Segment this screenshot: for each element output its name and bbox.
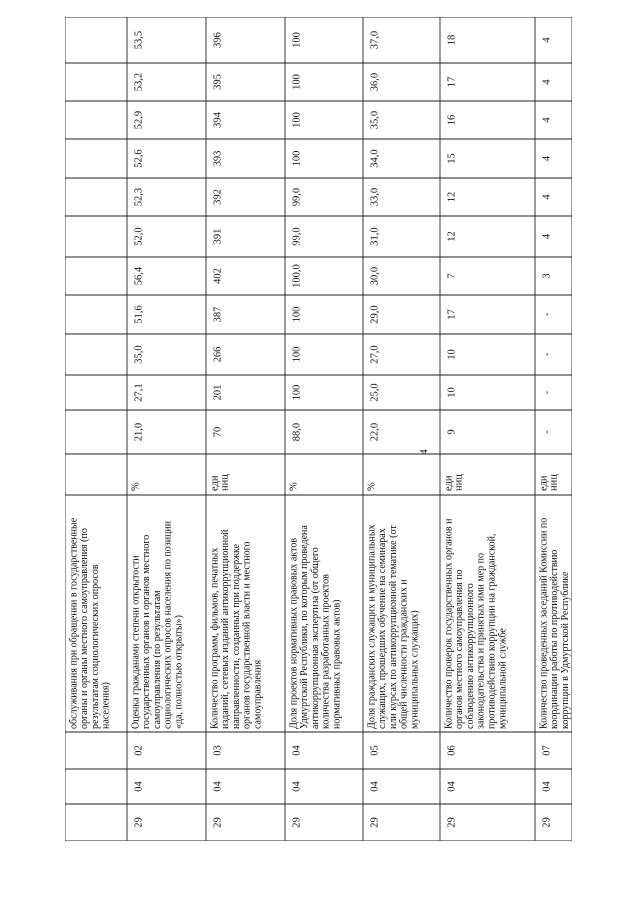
value-cell: 29,0: [369, 305, 381, 324]
indicator-description-line: законодательства и принятых ими мер по: [475, 552, 487, 729]
indicator-description-line: обслуживания при обращении в государственные: [68, 517, 80, 729]
indicators-table: [65, 17, 572, 841]
value-cell: 30,0: [369, 266, 381, 286]
value-cell: 35,0: [369, 110, 381, 130]
indicator-description-line: изданий, сетевых изданий антикоррупционной: [220, 529, 232, 729]
table-cell-c1: 29: [369, 817, 381, 828]
value-cell: 100: [291, 306, 303, 323]
table-cell-c1: 29: [541, 817, 553, 828]
value-cell: 27,1: [133, 383, 145, 402]
indicator-description-line: служащих, прошедших обучение на семинарах: [377, 528, 389, 729]
indicator-description-line: нормативных правовых актов): [331, 599, 343, 729]
value-cell: 35,0: [133, 345, 145, 364]
value-cell: 37,0: [369, 30, 381, 50]
value-cell: 10: [446, 349, 458, 360]
value-cell: 100: [291, 112, 303, 128]
value-cell: 4: [541, 155, 553, 162]
value-cell: 100: [291, 150, 303, 167]
indicator-description-line: Оценка гражданами степени открытости: [130, 555, 142, 729]
indicator-description-line: муниципальных служащих): [409, 610, 421, 729]
value-cell: 201: [212, 384, 224, 401]
indicator-description-line: самоуправления: [252, 659, 264, 729]
indicator-description-line: Удмуртской Республики, по которым проведена: [299, 525, 311, 729]
indicator-description-line: органов государственной власти и местного: [241, 541, 253, 729]
table-cell-c2: 04: [291, 781, 303, 792]
indicator-description-line: Количество проведенных заседаний Комиссии по: [538, 517, 550, 729]
value-cell: 10: [446, 387, 458, 398]
value-cell: 99,0: [291, 187, 303, 207]
value-cell: 52,9: [133, 110, 145, 130]
unit-cell: %: [130, 482, 142, 491]
value-cell: 392: [212, 189, 224, 205]
value-cell: 4: [541, 233, 553, 240]
value-cell: 100,0: [291, 264, 303, 288]
indicator-description-line: органов местного самоуправления по: [454, 569, 466, 729]
value-cell: 56,4: [133, 266, 145, 286]
value-cell: 402: [212, 268, 224, 284]
indicator-description-line: общей численности гражданских и: [398, 579, 410, 729]
value-cell: 394: [212, 112, 224, 128]
unit-cell: ниц: [219, 474, 231, 491]
indicator-description-line: координации работы по противодействию: [549, 549, 561, 729]
table-cell-c3: 05: [369, 745, 381, 756]
value-cell: 88,0: [291, 422, 303, 442]
indicator-description-line: Доля проектов нормативных правовых актов: [288, 537, 300, 729]
value-cell: 4: [541, 37, 553, 43]
value-cell: 7: [446, 273, 458, 279]
value-cell: 100: [291, 346, 303, 363]
value-cell: 16: [446, 114, 458, 126]
indicator-description-line: государственных органов и органов местного: [141, 534, 153, 729]
indicator-description-line: соблюдению антикоррупционного: [464, 583, 476, 729]
value-cell: 33,0: [369, 187, 381, 207]
indicator-description-line: противодействию коррупции на гражданской,: [486, 533, 498, 729]
value-cell: 25,0: [369, 383, 381, 402]
indicator-description-line: органы и органы местного самоуправления (по: [79, 528, 91, 729]
table-cell-c1: 29: [446, 817, 458, 828]
value-cell: 15: [446, 153, 458, 164]
value-cell: 51,6: [133, 305, 145, 324]
value-cell: -: [541, 430, 553, 434]
unit-cell: ниц: [453, 474, 465, 491]
value-cell: 266: [212, 346, 224, 363]
unit-cell: еди: [443, 475, 455, 491]
table-cell-c3: 06: [446, 745, 458, 756]
unit-cell: еди: [209, 475, 221, 491]
indicator-description-line: направленности, созданных при поддержке: [230, 543, 242, 729]
value-cell: 22,0: [369, 422, 381, 442]
table-cell-c3: 03: [212, 745, 224, 756]
value-cell: 4: [541, 117, 553, 123]
value-cell: 12: [446, 231, 458, 242]
value-cell: 52,3: [133, 187, 145, 207]
indicator-description-line: или курсах по антикоррупционной тематике (от: [387, 525, 399, 729]
table-cell-c2: 04: [133, 781, 145, 792]
table-cell-c3: 04: [291, 745, 303, 756]
value-cell: 36,0: [369, 72, 381, 92]
value-cell: 391: [212, 228, 224, 245]
value-cell: 53,2: [133, 72, 145, 92]
table-cell-c2: 04: [369, 781, 381, 792]
indicator-description-line: количества разработанных проектов: [320, 574, 332, 729]
value-cell: 387: [212, 306, 224, 323]
value-cell: 4: [541, 194, 553, 200]
table-cell-c3: 07: [541, 745, 553, 756]
value-cell: 100: [291, 74, 303, 90]
indicator-description-line: социологических опросов населения по позиции: [162, 520, 174, 729]
value-cell: 17: [446, 309, 458, 320]
table-cell-c1: 29: [133, 817, 145, 828]
value-cell: 52,0: [133, 227, 145, 246]
table-cell-c2: 04: [541, 781, 553, 792]
value-cell: 9: [446, 429, 458, 435]
table-cell-c1: 29: [212, 817, 224, 828]
value-cell: 3: [541, 273, 553, 279]
indicator-description-line: муниципальной службе: [497, 628, 509, 729]
unit-cell: еди: [538, 475, 550, 491]
value-cell: -: [541, 312, 553, 317]
indicator-description-line: Доля гражданских служащих и муниципальных: [366, 524, 378, 729]
value-cell: 17: [446, 76, 458, 88]
indicator-description-line: Количество программ, фильмов, печатных: [209, 547, 221, 729]
indicator-description-line: «да, полностью открыты»): [173, 615, 185, 729]
value-cell: 27,0: [369, 345, 381, 364]
table-cell-c1: 29: [291, 817, 303, 828]
value-cell: 34,0: [369, 149, 381, 168]
table-cell-c2: 04: [212, 781, 224, 792]
value-cell: 70: [212, 426, 224, 438]
value-cell: 396: [212, 32, 224, 48]
unit-cell: %: [366, 482, 378, 491]
value-cell: 393: [212, 150, 224, 167]
value-cell: 395: [212, 74, 224, 90]
indicator-description-line: результатам социологических опросов: [89, 564, 101, 729]
value-cell: 100: [291, 384, 303, 401]
page-number: 4: [417, 449, 430, 455]
value-cell: -: [541, 352, 553, 357]
unit-cell: ниц: [548, 474, 560, 491]
value-cell: -: [541, 390, 553, 395]
value-cell: 100: [291, 32, 303, 48]
value-cell: 18: [446, 34, 458, 46]
value-cell: 52,6: [133, 149, 145, 168]
table-cell-c2: 04: [446, 781, 458, 792]
indicator-description-line: населения): [100, 682, 112, 729]
table-cell-c3: 02: [133, 745, 145, 756]
indicator-description-line: самоуправления (по результатам: [151, 590, 163, 729]
value-cell: 4: [541, 79, 553, 85]
indicator-description-line: коррупции в Удмуртской Республике: [559, 571, 571, 729]
indicator-description-line: Количество проверок государственных органов и: [443, 518, 455, 729]
value-cell: 31,0: [369, 227, 381, 246]
unit-cell: %: [288, 482, 300, 491]
value-cell: 99,0: [291, 227, 303, 246]
indicator-description-line: антикоррупционная экспертиза (от общего: [309, 547, 321, 729]
value-cell: 53,5: [133, 30, 145, 50]
value-cell: 12: [446, 191, 458, 203]
value-cell: 21,0: [133, 422, 145, 442]
